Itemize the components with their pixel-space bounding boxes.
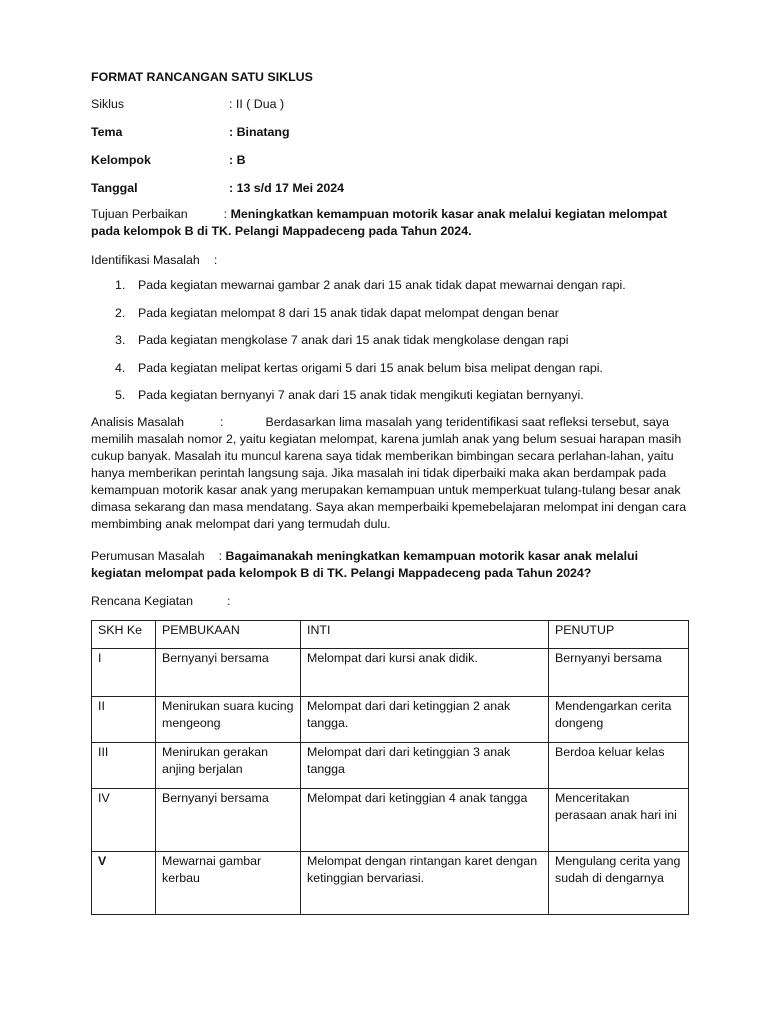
analisis-colon: : [219, 415, 224, 429]
cell-inti: Melompat dari dari ketinggian 2 anak tangga. [301, 697, 549, 743]
field-tema [91, 124, 290, 141]
list-item-text: Pada kegiatan bernyanyi 7 anak dari 15 anak tidak mengikuti kegiatan bernyanyi. [138, 388, 584, 402]
cell-penutup: Mendengarkan cerita dongeng [549, 697, 689, 743]
cell-pembukaan: Bernyanyi bersama [156, 649, 301, 697]
table-row [92, 649, 689, 697]
table-header-row [92, 621, 689, 649]
table-row [92, 697, 689, 743]
field-tanggal [91, 180, 344, 197]
analisis-text: Berdasarkan lima masalah yang teridentifikasi saat refleksi tersebut, saya memilih masalah nomor 2, yaitu kegiatan melompat, karena jumlah anak yang belum sesuai harapan masih cukup banyak. Masalah itu muncul karena saya tidak memberikan bimbingan secara perlahan-lahan, yaitu hanya memberikan perintah langsung saja. Jika masalah ini tidak diperbaiki maka akan berdampak pada kemampuan motorik kasar anak yang merupakan kemampuan untuk memperkuat tulang-tulang besar anak dimasa sekarang dan masa mendatang. Saya akan memperbaiki kpemebelajaran melompat ini dengan cara membimbing anak melompat dari yang termudah dulu. [91, 415, 687, 531]
cell-skh: II [92, 697, 156, 743]
analisis-label: Analisis Masalah [91, 415, 184, 429]
header-skh: SKH Ke [92, 621, 156, 649]
list-item-number: 2. [115, 305, 126, 320]
field-tema-label: Tema [91, 125, 123, 139]
field-tema-value: : Binatang [229, 125, 290, 139]
list-item-text: Pada kegiatan melompat 8 dari 15 anak tidak dapat melompat dengan benar [138, 305, 559, 320]
cell-inti: Melompat dari ketinggian 4 anak tangga [301, 789, 549, 852]
header-penutup: PENUTUP [549, 621, 689, 649]
list-item-text: Pada kegiatan melipat kertas origami 5 dari 15 anak belum bisa melipat dengan rapi. [138, 360, 603, 375]
cell-inti: Melompat dengan rintangan karet dengan ketinggian bervariasi. [301, 852, 549, 915]
table-row [92, 852, 689, 915]
list-item-text: Pada kegiatan mewarnai gambar 2 anak dari 15 anak tidak dapat mewarnai dengan rapi. [138, 278, 626, 292]
list-item-number: 3. [115, 333, 126, 347]
tujuan-label: Tujuan Perbaikan [91, 207, 188, 221]
cell-penutup: Bernyanyi bersama [549, 649, 689, 697]
perumusan-label: Perumusan Masalah [91, 549, 205, 563]
cell-pembukaan: Mewarnai gambar kerbau [156, 852, 301, 915]
table-row [92, 789, 689, 852]
header-pembukaan: PEMBUKAAN [156, 621, 301, 649]
cell-penutup: Menceritakan perasaan anak hari ini [549, 789, 689, 852]
perumusan-text: Bagaimanakah meningkatkan kemampuan motorik kasar anak melalui kegiatan melompat pada kelompok B di TK. Pelangi Mappadeceng pada Tahun 2024? [91, 549, 639, 580]
field-tanggal-label: Tanggal [91, 181, 138, 195]
cell-skh: IV [92, 789, 156, 852]
cell-inti: Melompat dari kursi anak didik. [301, 649, 549, 697]
cell-inti: Melompat dari dari ketinggian 3 anak tangga [301, 743, 549, 789]
analisis-masalah [91, 414, 689, 533]
field-siklus-value: : II ( Dua ) [229, 97, 285, 111]
rencana-colon: : [226, 594, 231, 608]
cell-skh: V [92, 852, 156, 915]
list-item-number: 5. [115, 388, 126, 402]
identifikasi-heading [91, 252, 691, 269]
perumusan-colon: : [218, 549, 223, 563]
field-kelompok-value: : B [229, 153, 246, 167]
field-tanggal-value: : 13 s/d 17 Mei 2024 [229, 181, 345, 195]
cell-penutup: Mengulang cerita yang sudah di dengarnya [549, 852, 689, 915]
rencana-heading [91, 593, 691, 610]
cell-penutup: Berdoa keluar kelas [549, 743, 689, 789]
activity-plan-table [91, 620, 689, 915]
table-row [92, 743, 689, 789]
tujuan-text: Meningkatkan kemampuan motorik kasar anak melalui kegiatan melompat pada kelompok B di TK. Pelangi Mappadeceng pada Tahun 2024. [91, 207, 668, 238]
rencana-label: Rencana Kegiatan [91, 594, 193, 608]
identifikasi-label: Identifikasi Masalah [91, 253, 200, 267]
field-siklus-label: Siklus [91, 97, 125, 111]
identifikasi-colon: : [213, 253, 218, 267]
field-siklus [91, 96, 284, 113]
tujuan-perbaikan [91, 206, 691, 240]
cell-skh: III [92, 743, 156, 789]
list-item-number: 4. [115, 360, 126, 375]
cell-pembukaan: Menirukan gerakan anjing berjalan [156, 743, 301, 789]
field-kelompok [91, 152, 246, 169]
cell-skh: I [92, 649, 156, 697]
cell-pembukaan: Bernyanyi bersama [156, 789, 301, 852]
cell-pembukaan: Menirukan suara kucing mengeong [156, 697, 301, 743]
header-inti: INTI [301, 621, 549, 649]
list-item-number: 1. [115, 278, 126, 292]
field-kelompok-label: Kelompok [91, 153, 151, 167]
list-item-text: Pada kegiatan mengkolase 7 anak dari 15 anak tidak mengkolase dengan rapi [138, 333, 569, 347]
perumusan-masalah [91, 548, 691, 582]
document-title: FORMAT RANCANGAN SATU SIKLUS [91, 70, 313, 84]
tujuan-colon: : [223, 207, 228, 221]
